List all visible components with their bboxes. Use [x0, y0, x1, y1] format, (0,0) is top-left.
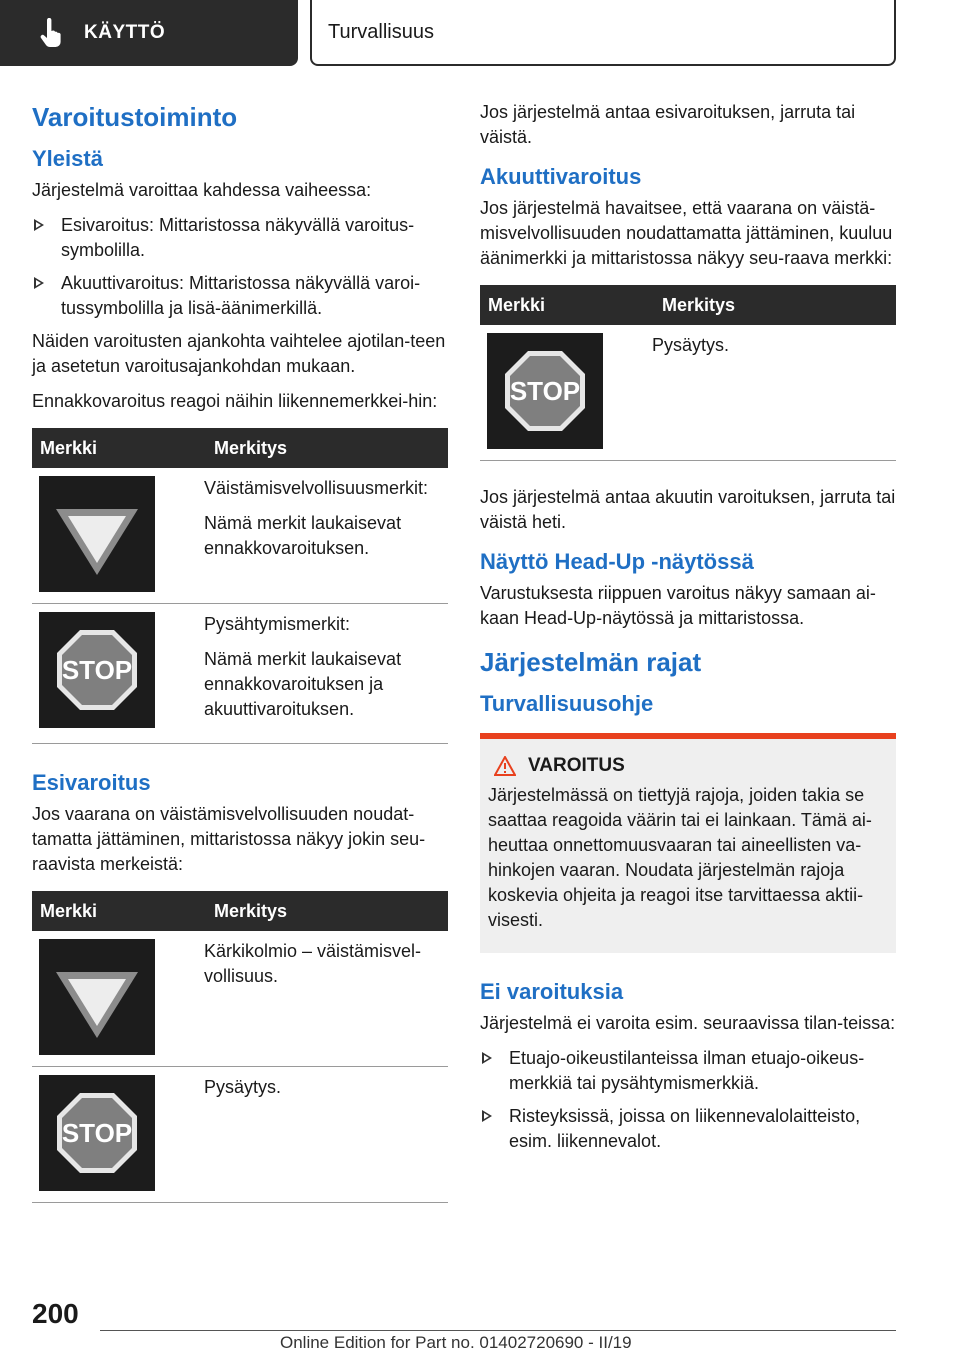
acute-action: Jos järjestelmä antaa akuutin varoituksen, jarruta tai väistä heti. — [480, 487, 896, 532]
yield-sign-icon — [39, 939, 155, 1055]
triangle-bullet-icon — [34, 277, 44, 289]
column-header-sign: Merkki — [480, 285, 646, 325]
page-number: 200 — [32, 1298, 79, 1329]
table-row: STOP Pysäytys. — [480, 325, 896, 461]
heading-hud: Näyttö Head-Up -näytössä — [480, 549, 754, 574]
list-item: Akuuttivaroitus: Mittaristossa näkyvällä varoi-tussymbolilla ja lisä-äänimerkillä. — [32, 271, 448, 321]
hand-touch-icon — [38, 18, 64, 48]
list-item: Etuajo-oikeustilanteissa ilman etuajo-oikeus-merkkiä tai pysähtymismerkkiä. — [480, 1046, 896, 1096]
triangle-bullet-icon — [482, 1052, 492, 1064]
no-warnings-list — [480, 1046, 896, 1154]
general-paragraph-2: Ennakkovaroitus reagoi näihin liikennemerkkei-hin: — [32, 391, 438, 411]
left-column — [32, 100, 448, 1203]
heading-safety-note: Turvallisuusohje — [480, 691, 654, 716]
heading-acute-warning: Akuuttivaroitus — [480, 164, 642, 189]
right-column — [480, 100, 896, 1162]
yield-sign-icon — [39, 476, 155, 592]
heading-general: Yleistä — [32, 146, 103, 171]
signs-table-prewarning-display — [32, 891, 448, 1203]
prewarning-text: Jos vaarana on väistämisvelvollisuuden noudat-tamatta jättäminen, mittaristossa näkyy jokin seu-raavista merkeistä: — [32, 804, 426, 874]
no-warnings-intro: Järjestelmä ei varoita esim. seuraavissa tilan-teissa: — [480, 1013, 896, 1033]
column-header-meaning: Merkitys — [646, 285, 896, 325]
edition-note: Online Edition for Part no. 01402720690 - II/19 — [280, 1333, 632, 1352]
heading-prewarning: Esivaroitus — [32, 770, 151, 795]
acute-warning-text: Jos järjestelmä havaitsee, että vaarana on väistä-misvelvollisuuden noudattamatta jättäminen, kuuluu äänimerkki ja mittaristossa näkyy seu-raava merkki: — [480, 198, 893, 268]
svg-text:STOP: STOP — [509, 376, 581, 406]
stop-sign-icon — [39, 1075, 155, 1191]
svg-text:STOP: STOP — [61, 655, 133, 685]
heading-system-limits: Järjestelmän rajat — [480, 647, 702, 677]
signs-table-prewarning — [32, 428, 448, 744]
prewarning-action: Jos järjestelmä antaa esivaroituksen, jarruta tai väistä. — [480, 102, 856, 147]
column-header-meaning: Merkitys — [198, 891, 448, 931]
stop-sign-icon — [487, 333, 603, 449]
column-header-meaning: Merkitys — [198, 428, 448, 468]
warning-title: VAROITUS — [528, 755, 625, 776]
section-tab — [0, 0, 298, 66]
stop-sign-icon — [39, 612, 155, 728]
heading-no-warnings: Ei varoituksia — [480, 979, 624, 1004]
warning-box — [480, 733, 896, 953]
chapter-title: Turvallisuus — [310, 0, 896, 66]
table-row: Kärkikolmio – väistämisvel-vollisuus. — [32, 931, 448, 1067]
list-item: Esivaroitus: Mittaristossa näkyvällä varoitus-symbolilla. — [32, 213, 448, 263]
page-title: Varoitustoiminto — [32, 102, 238, 132]
list-item: Risteyksissä, joissa on liikennevalolaitteisto, esim. liikennevalot. — [480, 1104, 896, 1154]
table-row: STOP Pysäytys. — [32, 1067, 448, 1203]
table-row: Väistämisvelvollisuusmerkit: Nämä merkit laukaisevat ennakkovaroituksen. — [32, 468, 448, 604]
warning-triangle-icon — [494, 756, 516, 776]
general-paragraph-1: Näiden varoitusten ajankohta vaihtelee ajotilan-teen ja asetetun varoitusajankohdan mukaan. — [32, 331, 446, 376]
table-row: STOP Pysähtymismerkit: Nämä merkit laukaisevat ennakkovaroituksen ja akuuttivaroituksen. — [32, 604, 448, 744]
signs-table-acute — [480, 285, 896, 461]
general-intro: Järjestelmä varoittaa kahdessa vaiheessa: — [32, 180, 372, 200]
column-header-sign: Merkki — [32, 891, 198, 931]
general-list — [32, 213, 448, 321]
hud-text: Varustuksesta riippuen varoitus näkyy samaan ai-kaan Head-Up-näytössä ja mittaristossa. — [480, 583, 876, 628]
triangle-bullet-icon — [482, 1110, 492, 1122]
section-label: KÄYTTÖ — [84, 22, 166, 43]
svg-text:STOP: STOP — [61, 1118, 133, 1148]
footer-divider — [100, 1330, 896, 1331]
triangle-bullet-icon — [34, 219, 44, 231]
warning-text: Järjestelmässä on tiettyjä rajoja, joiden takia se saattaa reagoida väärin tai ei lainkaan. Tämä ai-heuttaa onnettomuusvaaran tai aineellisten va-hinkojen vaaran. Noudata järjestelmän rajoja koskevia ohjeita ja reagoi itse tarvittaessa aktii-visesti. — [488, 785, 872, 930]
column-header-sign: Merkki — [32, 428, 198, 468]
